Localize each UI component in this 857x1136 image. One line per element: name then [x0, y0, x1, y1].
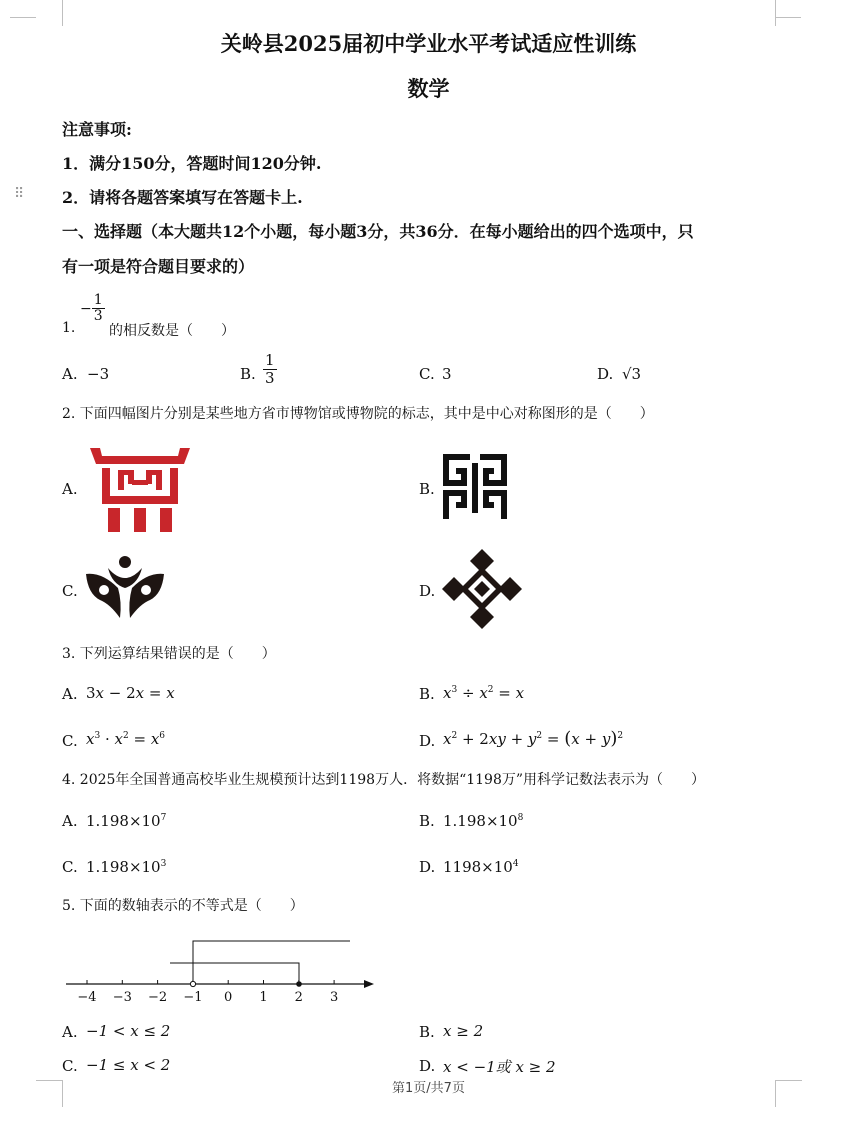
fraction: [92, 293, 105, 325]
tick-label: 2: [294, 990, 303, 1005]
ray-to-two: [170, 963, 299, 984]
question-5-text: 5. 下面的数轴表示的不等式是（ ）: [62, 898, 304, 914]
option-d-base: 1198×10: [443, 858, 513, 876]
crop-mark: [36, 0, 63, 26]
option-a-base: 1.198×10: [86, 812, 161, 830]
option-a[interactable]: 3x − 2x = x: [86, 684, 175, 702]
tick-label: −1: [183, 990, 203, 1005]
crop-mark: [10, 17, 36, 18]
question-4-text: 4. 2025年全国普通高校毕业生规模预计达到1198万人．将数据“1198万”用科学记数法表示为（ ）: [62, 772, 706, 788]
option-label: A.: [62, 480, 78, 498]
option-label: D.: [597, 365, 614, 383]
option-label: D.: [419, 858, 436, 876]
numerator: 1: [93, 292, 103, 308]
option-c[interactable]: 3: [442, 365, 452, 383]
crop-mark: [775, 17, 801, 18]
option-label: B.: [419, 1023, 435, 1041]
number-line: [60, 935, 380, 1007]
museum-logo-b-icon[interactable]: [442, 453, 508, 523]
tick-label: −3: [112, 990, 132, 1005]
question-3-text: 3. 下列运算结果错误的是（ ）: [62, 646, 276, 662]
subject-title: 数学: [407, 76, 450, 101]
tick-label: 0: [224, 990, 233, 1005]
exponent: 8: [517, 813, 524, 823]
option-b[interactable]: $x^3 \div x^2 = x$: [443, 684, 525, 702]
notes-heading: 注意事项:: [62, 120, 132, 139]
closed-point: [296, 981, 302, 987]
option-c[interactable]: [86, 858, 166, 876]
page-title: 关岭县2025届初中学业水平考试适应性训练: [220, 31, 637, 56]
minus-sign: −: [80, 300, 92, 317]
open-point: [190, 981, 195, 986]
section-heading-cont: 有一项是符合题目要求的）: [62, 257, 255, 276]
tick-label: 1: [259, 990, 268, 1005]
option-a[interactable]: [86, 812, 166, 830]
option-d[interactable]: √3: [622, 365, 642, 383]
note-item: 2．请将各题答案填写在答题卡上.: [62, 188, 303, 207]
denominator: 3: [265, 368, 275, 387]
option-c-base: 1.198×10: [86, 858, 161, 876]
drag-handle-icon[interactable]: ⠿: [14, 186, 23, 202]
tick-label: −2: [148, 990, 168, 1005]
tick-label: −4: [77, 990, 97, 1005]
question-2-text: 2. 下面四幅图片分别是某些地方省市博物馆或博物院的标志，其中是中心对称图形的是（ ）: [62, 406, 654, 422]
question-1-text: 的相反数是（ ）: [109, 323, 235, 339]
option-label: D.: [419, 1057, 436, 1075]
option-d[interactable]: [443, 858, 519, 876]
option-label: A.: [62, 812, 78, 830]
tick-label: 3: [329, 990, 339, 1005]
option-c[interactable]: −1 ≤ x < 2: [86, 1056, 171, 1074]
option-b[interactable]: [263, 352, 277, 386]
option-a[interactable]: −3: [87, 365, 110, 383]
note-item: 1．满分150分，答题时间120分钟.: [62, 154, 322, 173]
option-b[interactable]: x ≥ 2: [443, 1022, 484, 1040]
option-b[interactable]: [443, 812, 523, 830]
option-a[interactable]: −1 < x ≤ 2: [86, 1022, 171, 1040]
crop-mark: [775, 0, 802, 26]
option-c[interactable]: $x^3 \cdot x^2 = x^6$: [86, 730, 166, 748]
museum-logo-c-icon[interactable]: [82, 554, 168, 624]
option-label: D.: [419, 732, 436, 750]
option-label: C.: [62, 582, 78, 600]
option-label: A.: [62, 685, 78, 703]
museum-logo-d-icon[interactable]: [442, 549, 522, 629]
option-label: B.: [419, 812, 435, 830]
option-label: C.: [62, 732, 78, 750]
numerator: 1: [265, 351, 275, 369]
option-d[interactable]: x < −1或 x ≥ 2: [443, 1058, 556, 1076]
option-label: B.: [419, 685, 435, 703]
exponent: 4: [512, 859, 519, 869]
museum-logo-a-icon[interactable]: [88, 446, 192, 534]
option-label: D.: [419, 582, 436, 600]
option-d[interactable]: $x^2 + 2xy + y^2 = (x + y)^2$: [443, 728, 624, 749]
exponent: 3: [160, 859, 167, 869]
option-label: C.: [419, 365, 435, 383]
denominator: 3: [93, 308, 103, 325]
option-label: B.: [240, 365, 256, 383]
page-footer: 第1页/共7页: [392, 1081, 465, 1096]
option-label: C.: [62, 858, 78, 876]
option-b-base: 1.198×10: [443, 812, 518, 830]
option-label: B.: [419, 480, 435, 498]
exponent: 7: [160, 813, 167, 823]
section-heading: 一、选择题（本大题共12个小题，每小题3分，共36分．在每小题给出的四个选项中，只: [62, 222, 694, 241]
question-1-fraction: [80, 293, 105, 325]
option-label: C.: [62, 1057, 78, 1075]
option-label: A.: [62, 1023, 78, 1041]
axis-arrow-icon: [364, 980, 374, 988]
option-label: A.: [62, 365, 78, 383]
question-number: 1.: [62, 320, 76, 336]
